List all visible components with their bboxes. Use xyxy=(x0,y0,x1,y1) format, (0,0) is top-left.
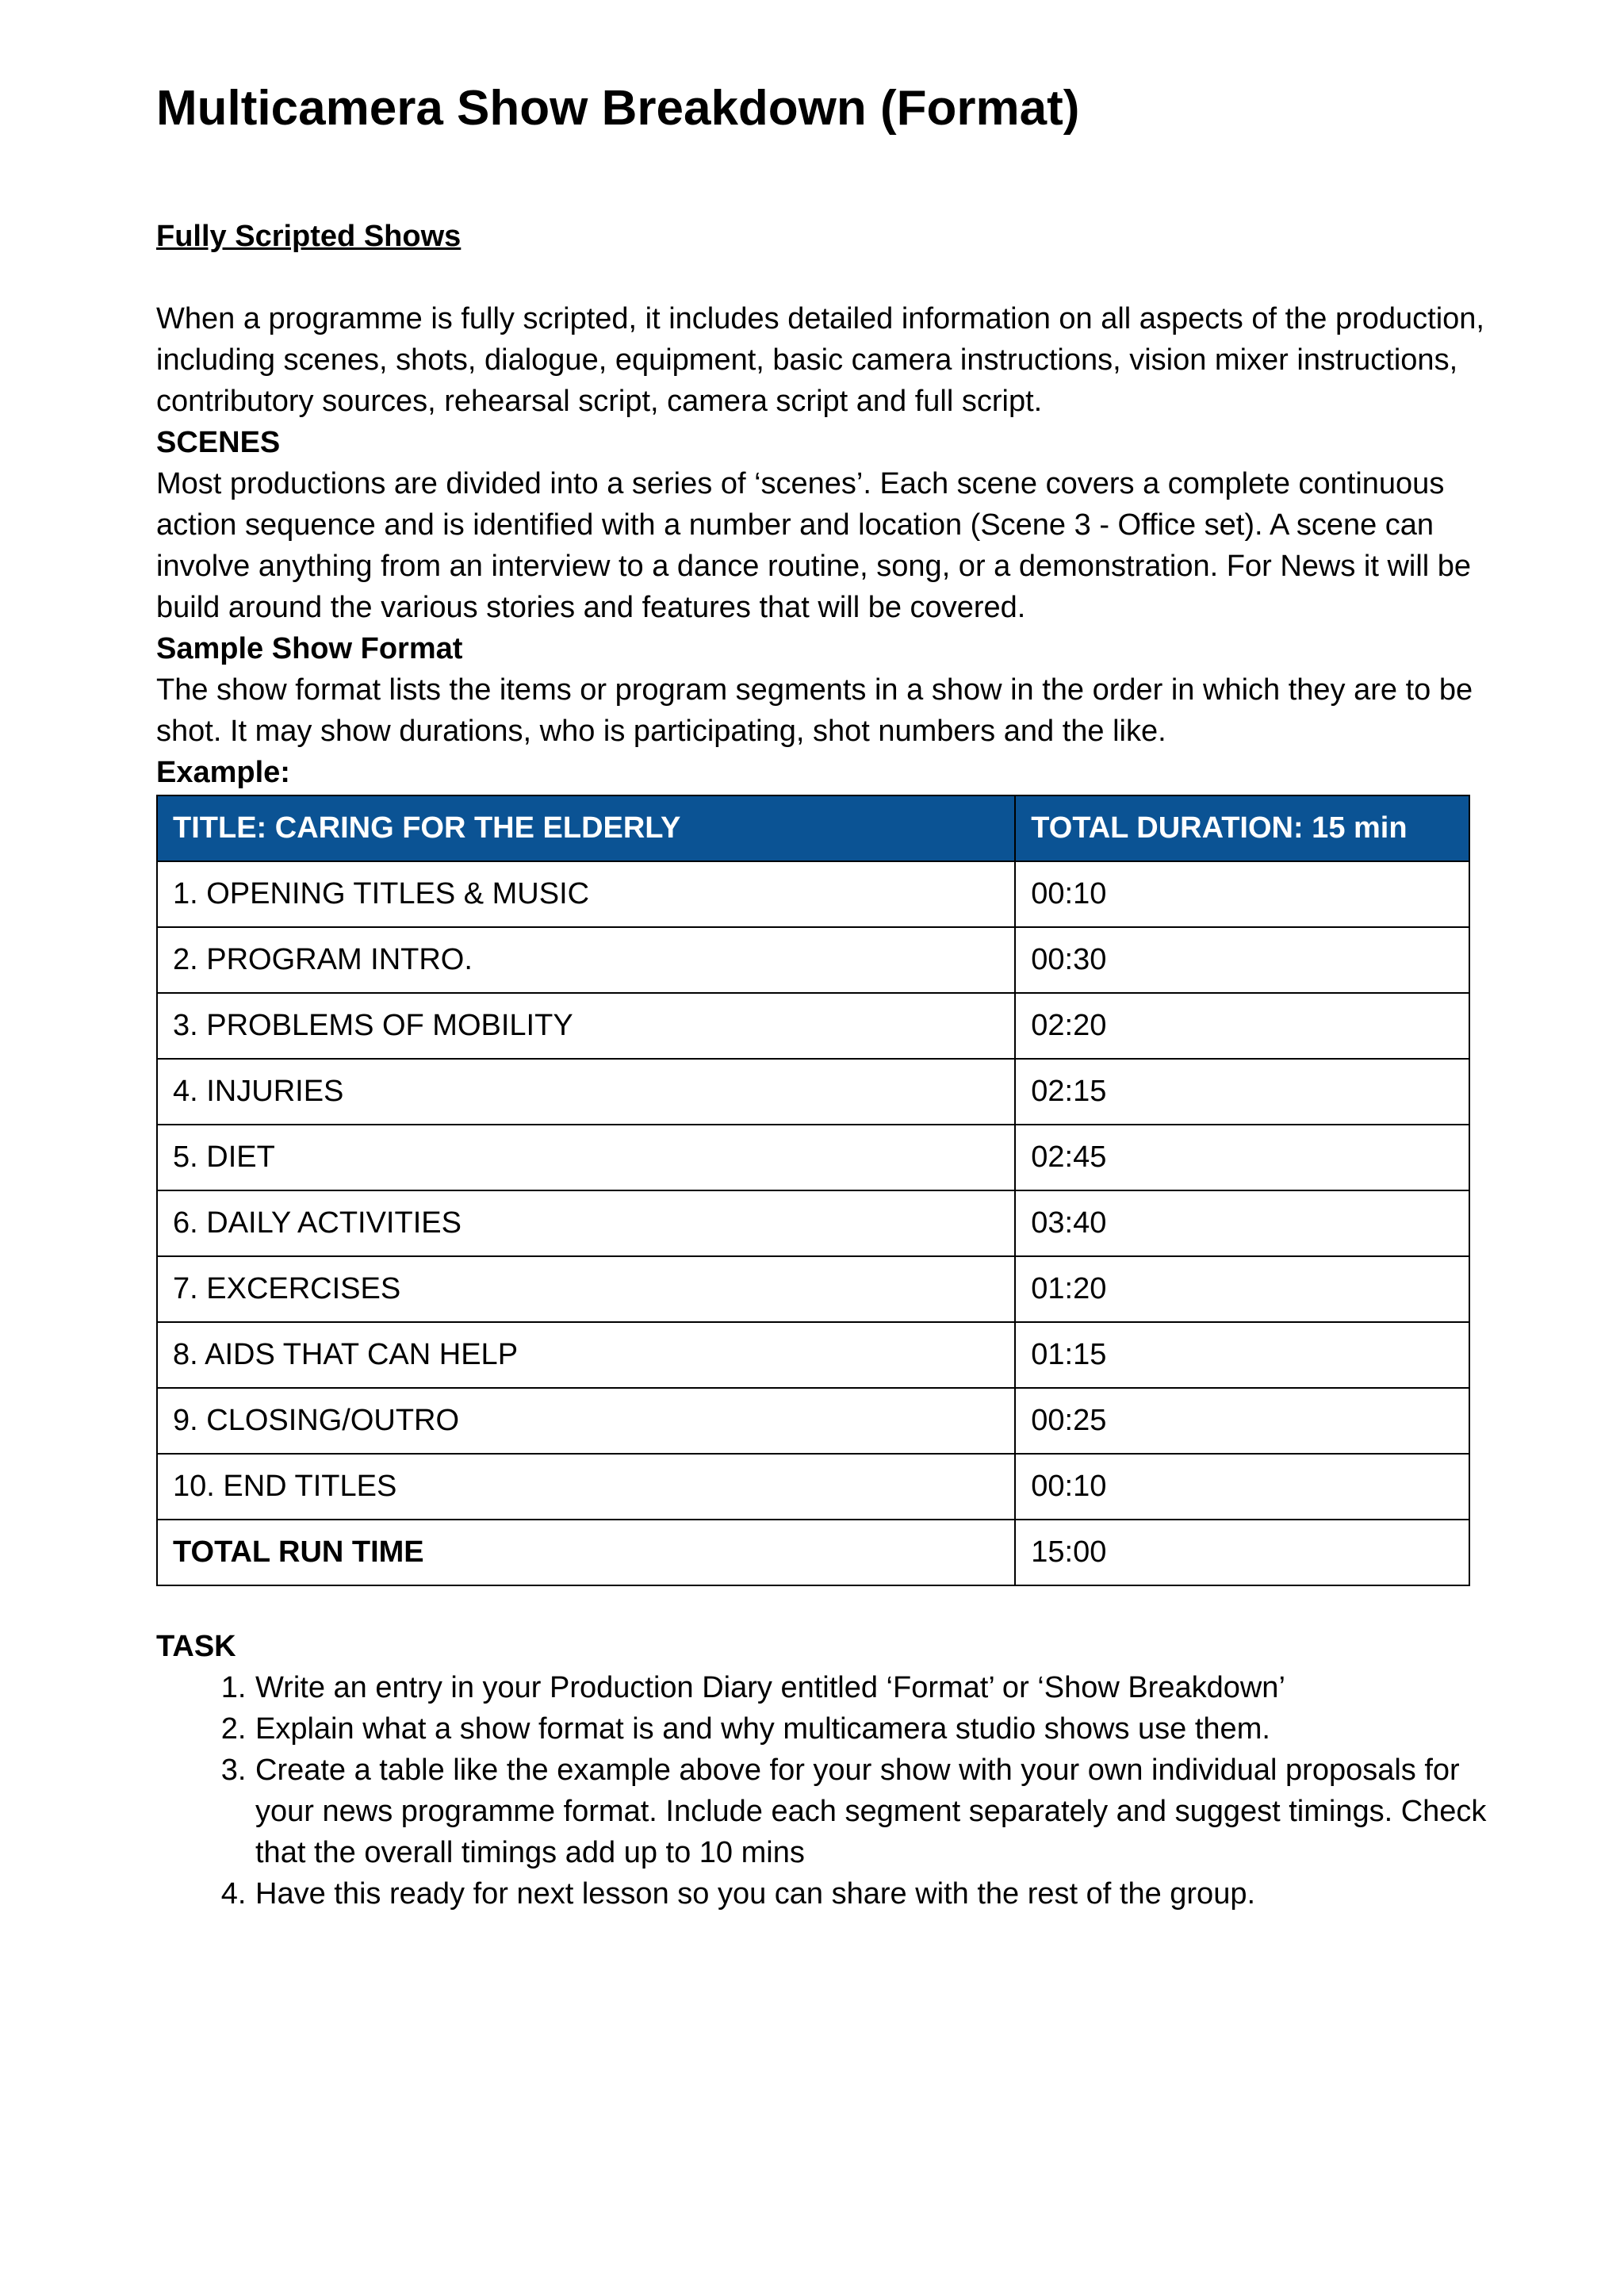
segment-duration: 00:30 xyxy=(1015,927,1469,993)
task-item: 4. Have this ready for next lesson so you can share with the rest of the group. xyxy=(255,1873,1488,1915)
table-total-row xyxy=(157,1520,1469,1585)
fully-scripted-paragraph: When a programme is fully scripted, it includes detailed information on all aspects of the production, including scenes, shots, dialogue, equipment, basic camera instructions, vision mixer instructions, contributory sources, rehearsal script, camera script and full script. xyxy=(156,301,1484,418)
segment-name: 4. INJURIES xyxy=(157,1059,1015,1125)
segment-name: 2. PROGRAM INTRO. xyxy=(157,927,1015,993)
table-row xyxy=(157,993,1469,1059)
segment-duration: 00:10 xyxy=(1015,1454,1469,1520)
task-heading: TASK xyxy=(156,1629,236,1663)
table-row xyxy=(157,1125,1469,1190)
table-header-duration: TOTAL DURATION: 15 min xyxy=(1015,795,1469,861)
table-header-row xyxy=(157,795,1469,861)
sample-format-heading: Sample Show Format xyxy=(156,631,463,665)
show-format-table-container xyxy=(156,795,1488,1586)
show-format-table xyxy=(156,795,1470,1586)
table-row xyxy=(157,861,1469,927)
page-title: Multicamera Show Breakdown (Format) xyxy=(156,81,1080,136)
task-item: 3. Create a table like the example above for your show with your own individual proposals for your news programme format. Include each segment separately and suggest timings. Check that the overall timings add up to 10 mins xyxy=(255,1750,1488,1873)
table-row xyxy=(157,1059,1469,1125)
task-item: 1. Write an entry in your Production Diary entitled ‘Format’ or ‘Show Breakdown’ xyxy=(255,1667,1488,1708)
table-row xyxy=(157,1322,1469,1388)
segment-duration: 02:45 xyxy=(1015,1125,1469,1190)
total-run-time-value: 15:00 xyxy=(1015,1520,1469,1585)
segment-duration: 00:10 xyxy=(1015,861,1469,927)
segment-name: 5. DIET xyxy=(157,1125,1015,1190)
sample-format-paragraph: The show format lists the items or program segments in a show in the order in which they are to be shot. It may show durations, who is participating, shot numbers and the like. xyxy=(156,673,1473,748)
segment-name: 7. EXCERCISES xyxy=(157,1256,1015,1322)
segment-duration: 00:25 xyxy=(1015,1388,1469,1454)
table-row xyxy=(157,1454,1469,1520)
segment-duration: 01:20 xyxy=(1015,1256,1469,1322)
segment-duration: 01:15 xyxy=(1015,1322,1469,1388)
table-row xyxy=(157,927,1469,993)
example-label: Example: xyxy=(156,755,290,789)
table-row xyxy=(157,1190,1469,1256)
total-run-time-label: TOTAL RUN TIME xyxy=(157,1520,1015,1585)
segment-name: 9. CLOSING/OUTRO xyxy=(157,1388,1015,1454)
segment-duration: 02:20 xyxy=(1015,993,1469,1059)
scenes-paragraph: Most productions are divided into a series of ‘scenes’. Each scene covers a complete continuous action sequence and is identified with a number and location (Scene 3 - Office set). A scene can involve anything from an interview to a dance routine, song, or a demonstration. For News it will be build around the various stories and features that will be covered. xyxy=(156,466,1472,624)
segment-name: 10. END TITLES xyxy=(157,1454,1015,1520)
segment-duration: 03:40 xyxy=(1015,1190,1469,1256)
task-item: 2. Explain what a show format is and why multicamera studio shows use them. xyxy=(255,1708,1488,1750)
fully-scripted-heading: Fully Scripted Shows xyxy=(156,220,462,254)
scenes-heading: SCENES xyxy=(156,425,281,459)
segment-name: 8. AIDS THAT CAN HELP xyxy=(157,1322,1015,1388)
task-list xyxy=(156,1667,1488,1915)
table-row xyxy=(157,1388,1469,1454)
segment-duration: 02:15 xyxy=(1015,1059,1469,1125)
document-page xyxy=(156,79,1488,1915)
segment-name: 6. DAILY ACTIVITIES xyxy=(157,1190,1015,1256)
table-row xyxy=(157,1256,1469,1322)
segment-name: 1. OPENING TITLES & MUSIC xyxy=(157,861,1015,927)
table-header-title: TITLE: CARING FOR THE ELDERLY xyxy=(157,795,1015,861)
segment-name: 3. PROBLEMS OF MOBILITY xyxy=(157,993,1015,1059)
